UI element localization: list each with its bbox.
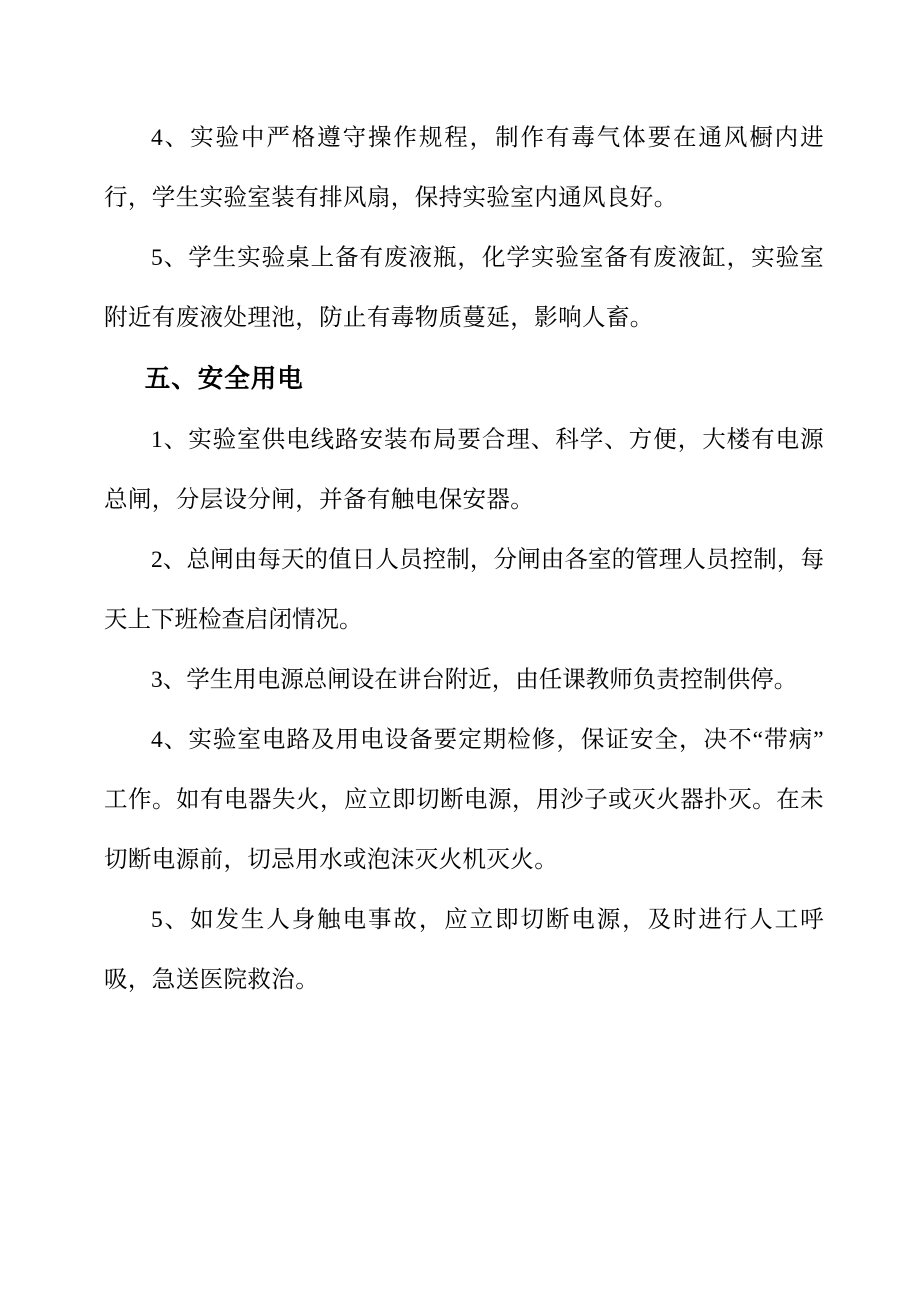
paragraph-item-4-fume-hood: 4、实验中严格遵守操作规程，制作有毒气体要在通风橱内进行，学生实验室装有排风扇，保持实验室内通风良好。 (104, 125, 824, 211)
document-body (104, 108, 824, 1010)
paragraph-item-3-student-power-switch: 3、学生用电源总闸设在讲台附近，由任课教师负责控制供停。 (151, 667, 798, 693)
paragraph-item-5-waste-liquid: 5、学生实验桌上备有废液瓶，化学实验室备有废液缸，实验室附近有废液处理池，防止有毒物质蔓延，影响人畜。 (104, 245, 824, 331)
section-heading-safe-electricity: 五、安全用电 (144, 364, 304, 393)
paragraph-item-4-circuit-maintenance: 4、实验室电路及用电设备要定期检修，保证安全，决不“带病”工作。如有电器失火，应立即切断电源，用沙子或灭火器扑灭。在未切断电源前，切忌用水或泡沫灭火机灭火。 (104, 727, 824, 873)
paragraph-item-5-electric-shock: 5、如发生人身触电事故，应立即切断电源，及时进行人工呼吸，急送医院救治。 (104, 907, 824, 993)
paragraph-item-1-power-layout: 1、实验室供电线路安装布局要合理、科学、方便，大楼有电源总闸，分层设分闸，并备有触电保安器。 (104, 427, 824, 513)
paragraph-item-2-switch-control: 2、总闸由每天的值日人员控制，分闸由各室的管理人员控制，每天上下班检查启闭情况。 (104, 547, 824, 633)
